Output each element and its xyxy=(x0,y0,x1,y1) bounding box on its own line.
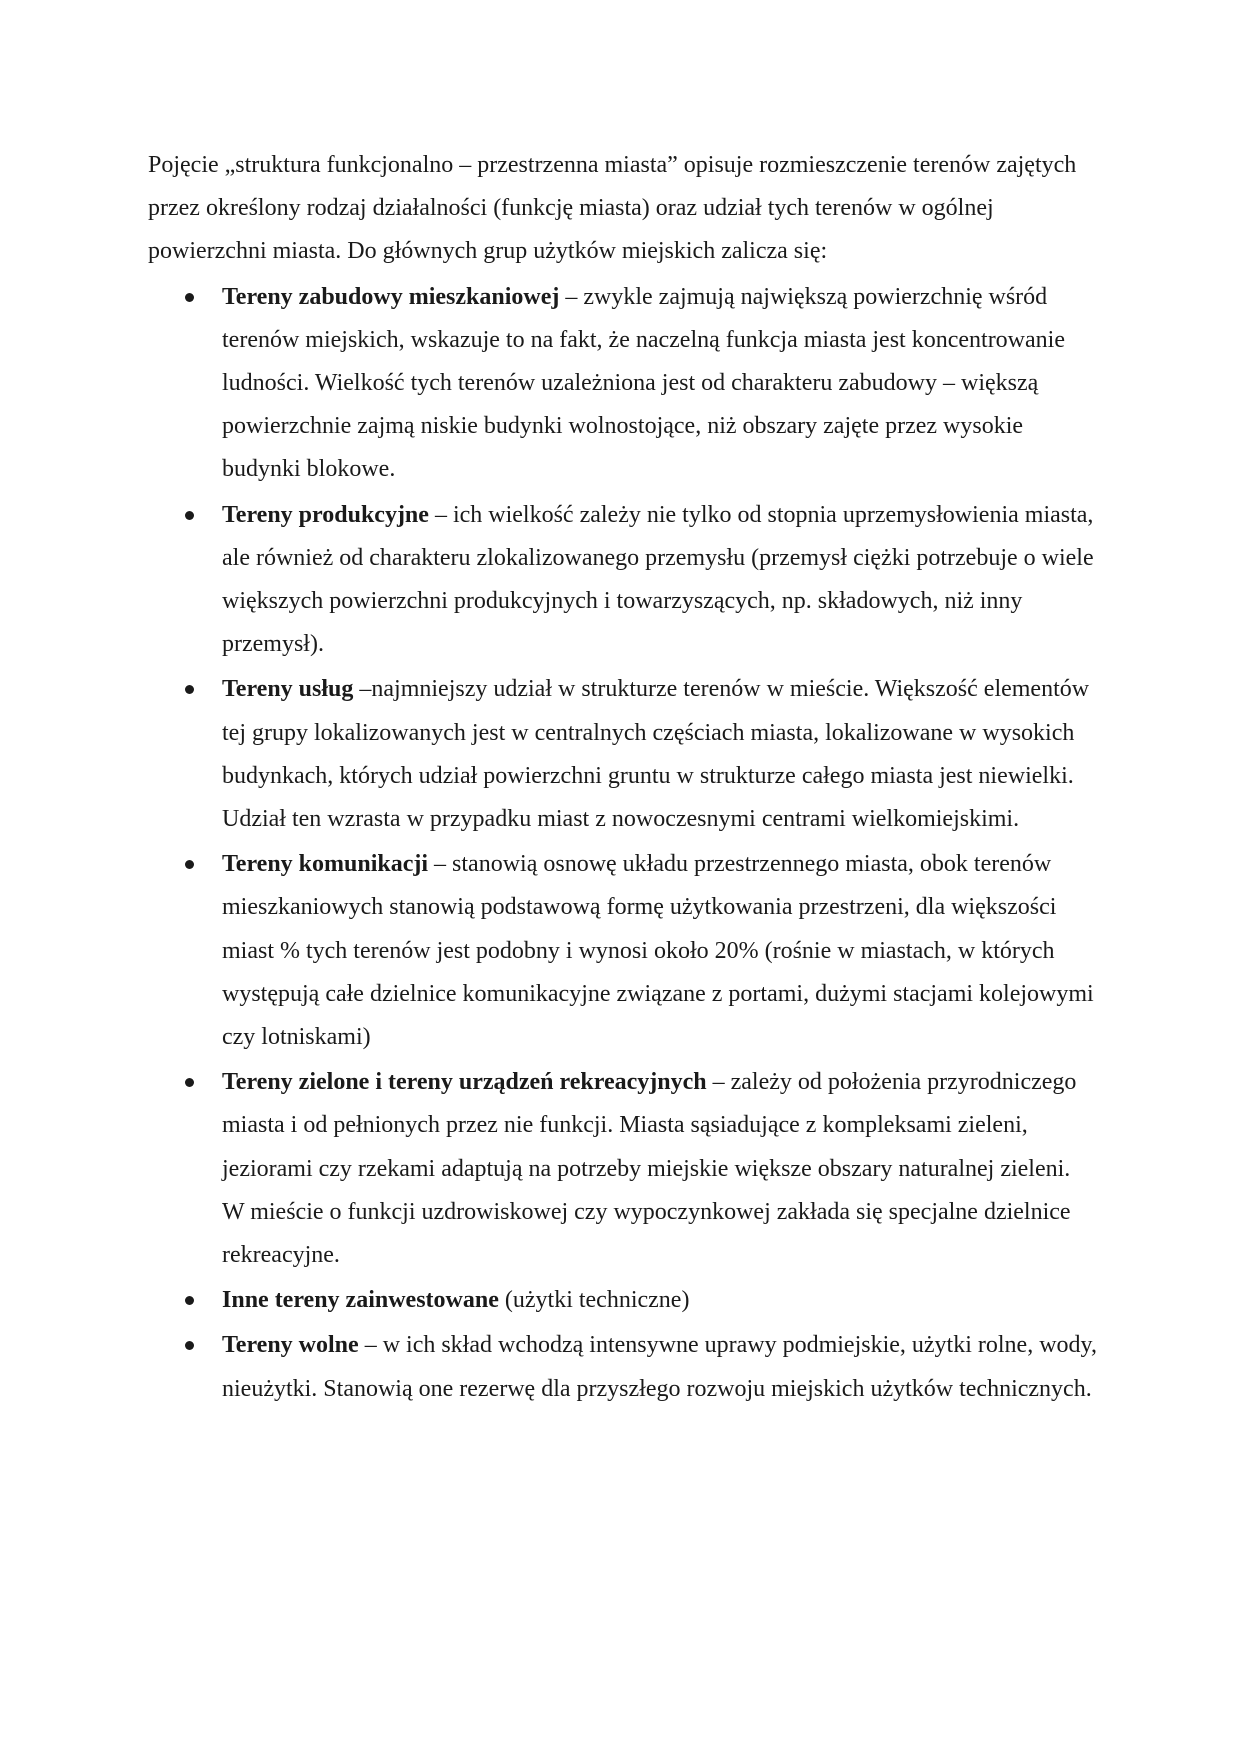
list-item-text: – w ich skład wchodzą intensywne uprawy podmiejskie, użytki rolne, wody, nieużytki. Stanowią one rezerwę dla przyszłego rozwoju miejskich użytków technicznych. xyxy=(222,1332,1097,1402)
list-item-term: Inne tereny zainwestowane xyxy=(222,1287,499,1314)
list-item xyxy=(148,1279,1098,1322)
list-item-text: – stanowią osnowę układu przestrzennego miasta, obok terenów mieszkaniowych stanowią podstawową formę użytkowania przestrzeni, dla większości miast % tych terenów jest podobny i wynosi około 20% (rośnie w miastach, w których występują całe dzielnice komunikacyjne związane z portami, dużymi stacjami kolejowymi czy lotniskami) xyxy=(222,851,1094,1051)
list-item xyxy=(148,276,1098,492)
list-item-text: (użytki techniczne) xyxy=(498,1287,690,1314)
bullet-icon xyxy=(185,860,194,869)
list-item-term: Tereny komunikacji xyxy=(222,851,429,878)
bullet-icon xyxy=(185,685,194,694)
list-item-term: Tereny produkcyjne xyxy=(222,501,429,528)
list-item-text: – ich wielkość zależy nie tylko od stopnia uprzemysłowienia miasta, ale również od charakteru zlokalizowanego przemysłu (przemysł ciężki potrzebuje o wiele większych powierzchni produkcyjnych i towarzyszących, np. składowych, niż inny przemysł). xyxy=(222,501,1094,658)
list-item xyxy=(148,1061,1098,1277)
list-item-term: Tereny zielone i tereny urządzeń rekreacyjnych xyxy=(222,1069,707,1096)
list-item-text: – zależy od położenia przyrodniczego miasta i od pełnionych przez nie funkcji. Miasta sąsiadujące z kompleksami zieleni, jeziorami czy rzekami adaptują na potrzeby miejskie większe obszary naturalnej zieleni. W mieście o funkcji uzdrowiskowej czy wypoczynkowej zakłada się specjalne dzielnice rekreacyjne. xyxy=(222,1069,1077,1269)
list-item-text: – zwykle zajmują największą powierzchnię wśród terenów miejskich, wskazuje to na fakt, że naczelną funkcja miasta jest koncentrowanie ludności. Wielkość tych terenów uzależniona jest od charakteru zabudowy – większą powierzchnie zajmą niskie budynki wolnostojące, niż obszary zajęte przez wysokie budynki blokowe. xyxy=(222,283,1065,483)
list-item-text: –najmniejszy udział w strukturze terenów w mieście. Większość elementów tej grupy lokalizowanych jest w centralnych częściach miasta, lokalizowane w wysokich budynkach, których udział powierzchni gruntu w strukturze całego miasta jest niewielki. Udział ten wzrasta w przypadku miast z nowoczesnymi centrami wielkomiejskimi. xyxy=(222,676,1090,833)
list-item-term: Tereny wolne xyxy=(222,1332,359,1359)
list-item-term: Tereny usług xyxy=(222,676,354,703)
list-item xyxy=(148,668,1098,841)
document-page xyxy=(148,144,1098,1411)
bullet-icon xyxy=(185,1078,194,1087)
list-item xyxy=(148,494,1098,667)
list-item-term: Tereny zabudowy mieszkaniowej xyxy=(222,283,560,310)
intro-paragraph: Pojęcie „struktura funkcjonalno – przestrzenna miasta” opisuje rozmieszczenie terenów zajętych przez określony rodzaj działalności (funkcję miasta) oraz udział tych terenów w ogólnej powierzchni miasta. Do głównych grup użytków miejskich zalicza się: xyxy=(148,152,1077,265)
list-item xyxy=(148,843,1098,1059)
bullet-icon xyxy=(185,293,194,302)
bullet-icon xyxy=(185,511,194,520)
list-item xyxy=(148,1324,1098,1410)
bullet-icon xyxy=(185,1296,194,1305)
bullet-icon xyxy=(185,1341,194,1350)
land-use-list xyxy=(148,276,1098,1411)
